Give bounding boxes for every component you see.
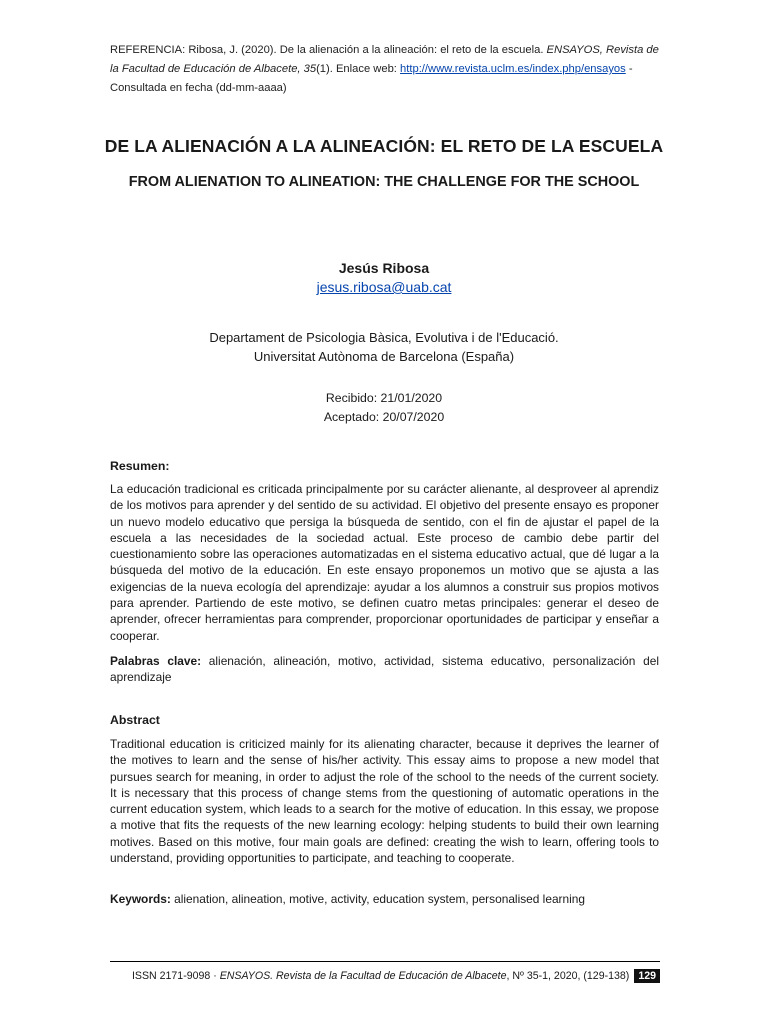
- reference-prefix: REFERENCIA: Ribosa, J. (2020). De la alienación a la alineación: el reto de la escuela.: [110, 44, 547, 56]
- page-footer: [110, 969, 660, 983]
- footer-text: [132, 970, 629, 982]
- author-name: Jesús Ribosa: [338, 260, 430, 276]
- reference-journal: ENSAYOS, Revista de la Facultad de Educación de Albacete, 35: [110, 44, 659, 75]
- reference-citation: [110, 41, 660, 98]
- title-spanish: DE LA ALIENACIÓN A LA ALINEACIÓN: EL RETO DE LA ESCUELA: [104, 136, 664, 156]
- affiliation: [0, 328, 768, 366]
- reference-suffix: - Consultada en fecha (dd-mm-aaaa): [110, 63, 633, 94]
- resumen-keywords-list: alienación, alineación, motivo, actividad, sistema educativo, personalización del aprendizaje: [110, 654, 659, 685]
- resumen-keywords-label: Palabras clave:: [110, 654, 202, 668]
- dates: [0, 389, 768, 427]
- resumen-keywords: [110, 653, 659, 686]
- affiliation-line-2: Universitat Autònoma de Barcelona (España): [253, 349, 515, 364]
- abstract-keywords-list: alienation, alineation, motive, activity, education system, personalised learning: [170, 892, 585, 906]
- footer-divider: [110, 961, 660, 962]
- abstract-text: Traditional education is criticized mainly for its alienating character, because it deprives the learner of the motives to learn and the sense of his/her activity. This essay aims to propose a new model that pursues search for meaning, in order to adjust the role of the school to the needs of the current society. It is necessary that this process of change stems from the questioning of automatic operations in the current education system, which leads to a search for the motive of education. In this essay, we propose a motive that fits the requests of the new learning ecology: helping students to build their own learning motives. Based on this motive, four main goals are defined: creating the wish to learn, offering tools to understand, providing opportunities to participate, and teaching to cooperate.: [110, 737, 659, 866]
- affiliation-line-1: Departament de Psicologia Bàsica, Evolutiva i de l'Educació.: [209, 330, 559, 345]
- accepted-date: Aceptado: 20/07/2020: [323, 410, 445, 424]
- footer-journal: ENSAYOS. Revista de la Facultad de Educación de Albacete: [219, 970, 507, 982]
- reference-url-link[interactable]: http://www.revista.uclm.es/index.php/ensayos: [400, 63, 626, 75]
- resumen-heading: Resumen:: [110, 459, 170, 473]
- reference-issue: (1). Enlace web:: [316, 63, 401, 75]
- page-number: 129: [634, 969, 660, 983]
- footer-details: , Nº 35-1, 2020, (129-138): [506, 970, 630, 982]
- resumen-text: La educación tradicional es criticada principalmente por su carácter alienante, al desproveer al aprendiz de los motivos para aprender y del sentido de su actividad. El objetivo del presente ensayo es proponer un nuevo modelo educativo que persiga la búsqueda de sentido, con el fin de ajustar el papel de la escuela a las necesidades de la sociedad actual. Este proceso de cambio debe partir del cuestionamiento sobre las operaciones automatizadas en el sistema educativo actual, que dé lugar a la búsqueda del motivo de la educación. En este ensayo proponemos un motivo que se ajusta a las exigencias de la nueva ecología del aprendizaje: ayudar a los alumnos a construir sus propios motivos para aprender. Partiendo de este motivo, se definen cuatro metas principales: generar el deseo de aprender, ofrecer herramientas para comprender, proporcionar oportunidades de participar y enseñar a cooperar.: [110, 482, 659, 643]
- title-english: FROM ALIENATION TO ALINEATION: THE CHALLENGE FOR THE SCHOOL: [128, 174, 640, 190]
- footer-issn: ISSN 2171-9098 ·: [131, 970, 220, 982]
- abstract-keywords: [110, 891, 659, 907]
- abstract-keywords-label: Keywords:: [110, 892, 171, 906]
- received-date: Recibido: 21/01/2020: [325, 391, 443, 405]
- author-email: [0, 279, 768, 295]
- author-email-link[interactable]: jesus.ribosa@uab.cat: [316, 279, 452, 295]
- abstract-heading: Abstract: [110, 713, 160, 727]
